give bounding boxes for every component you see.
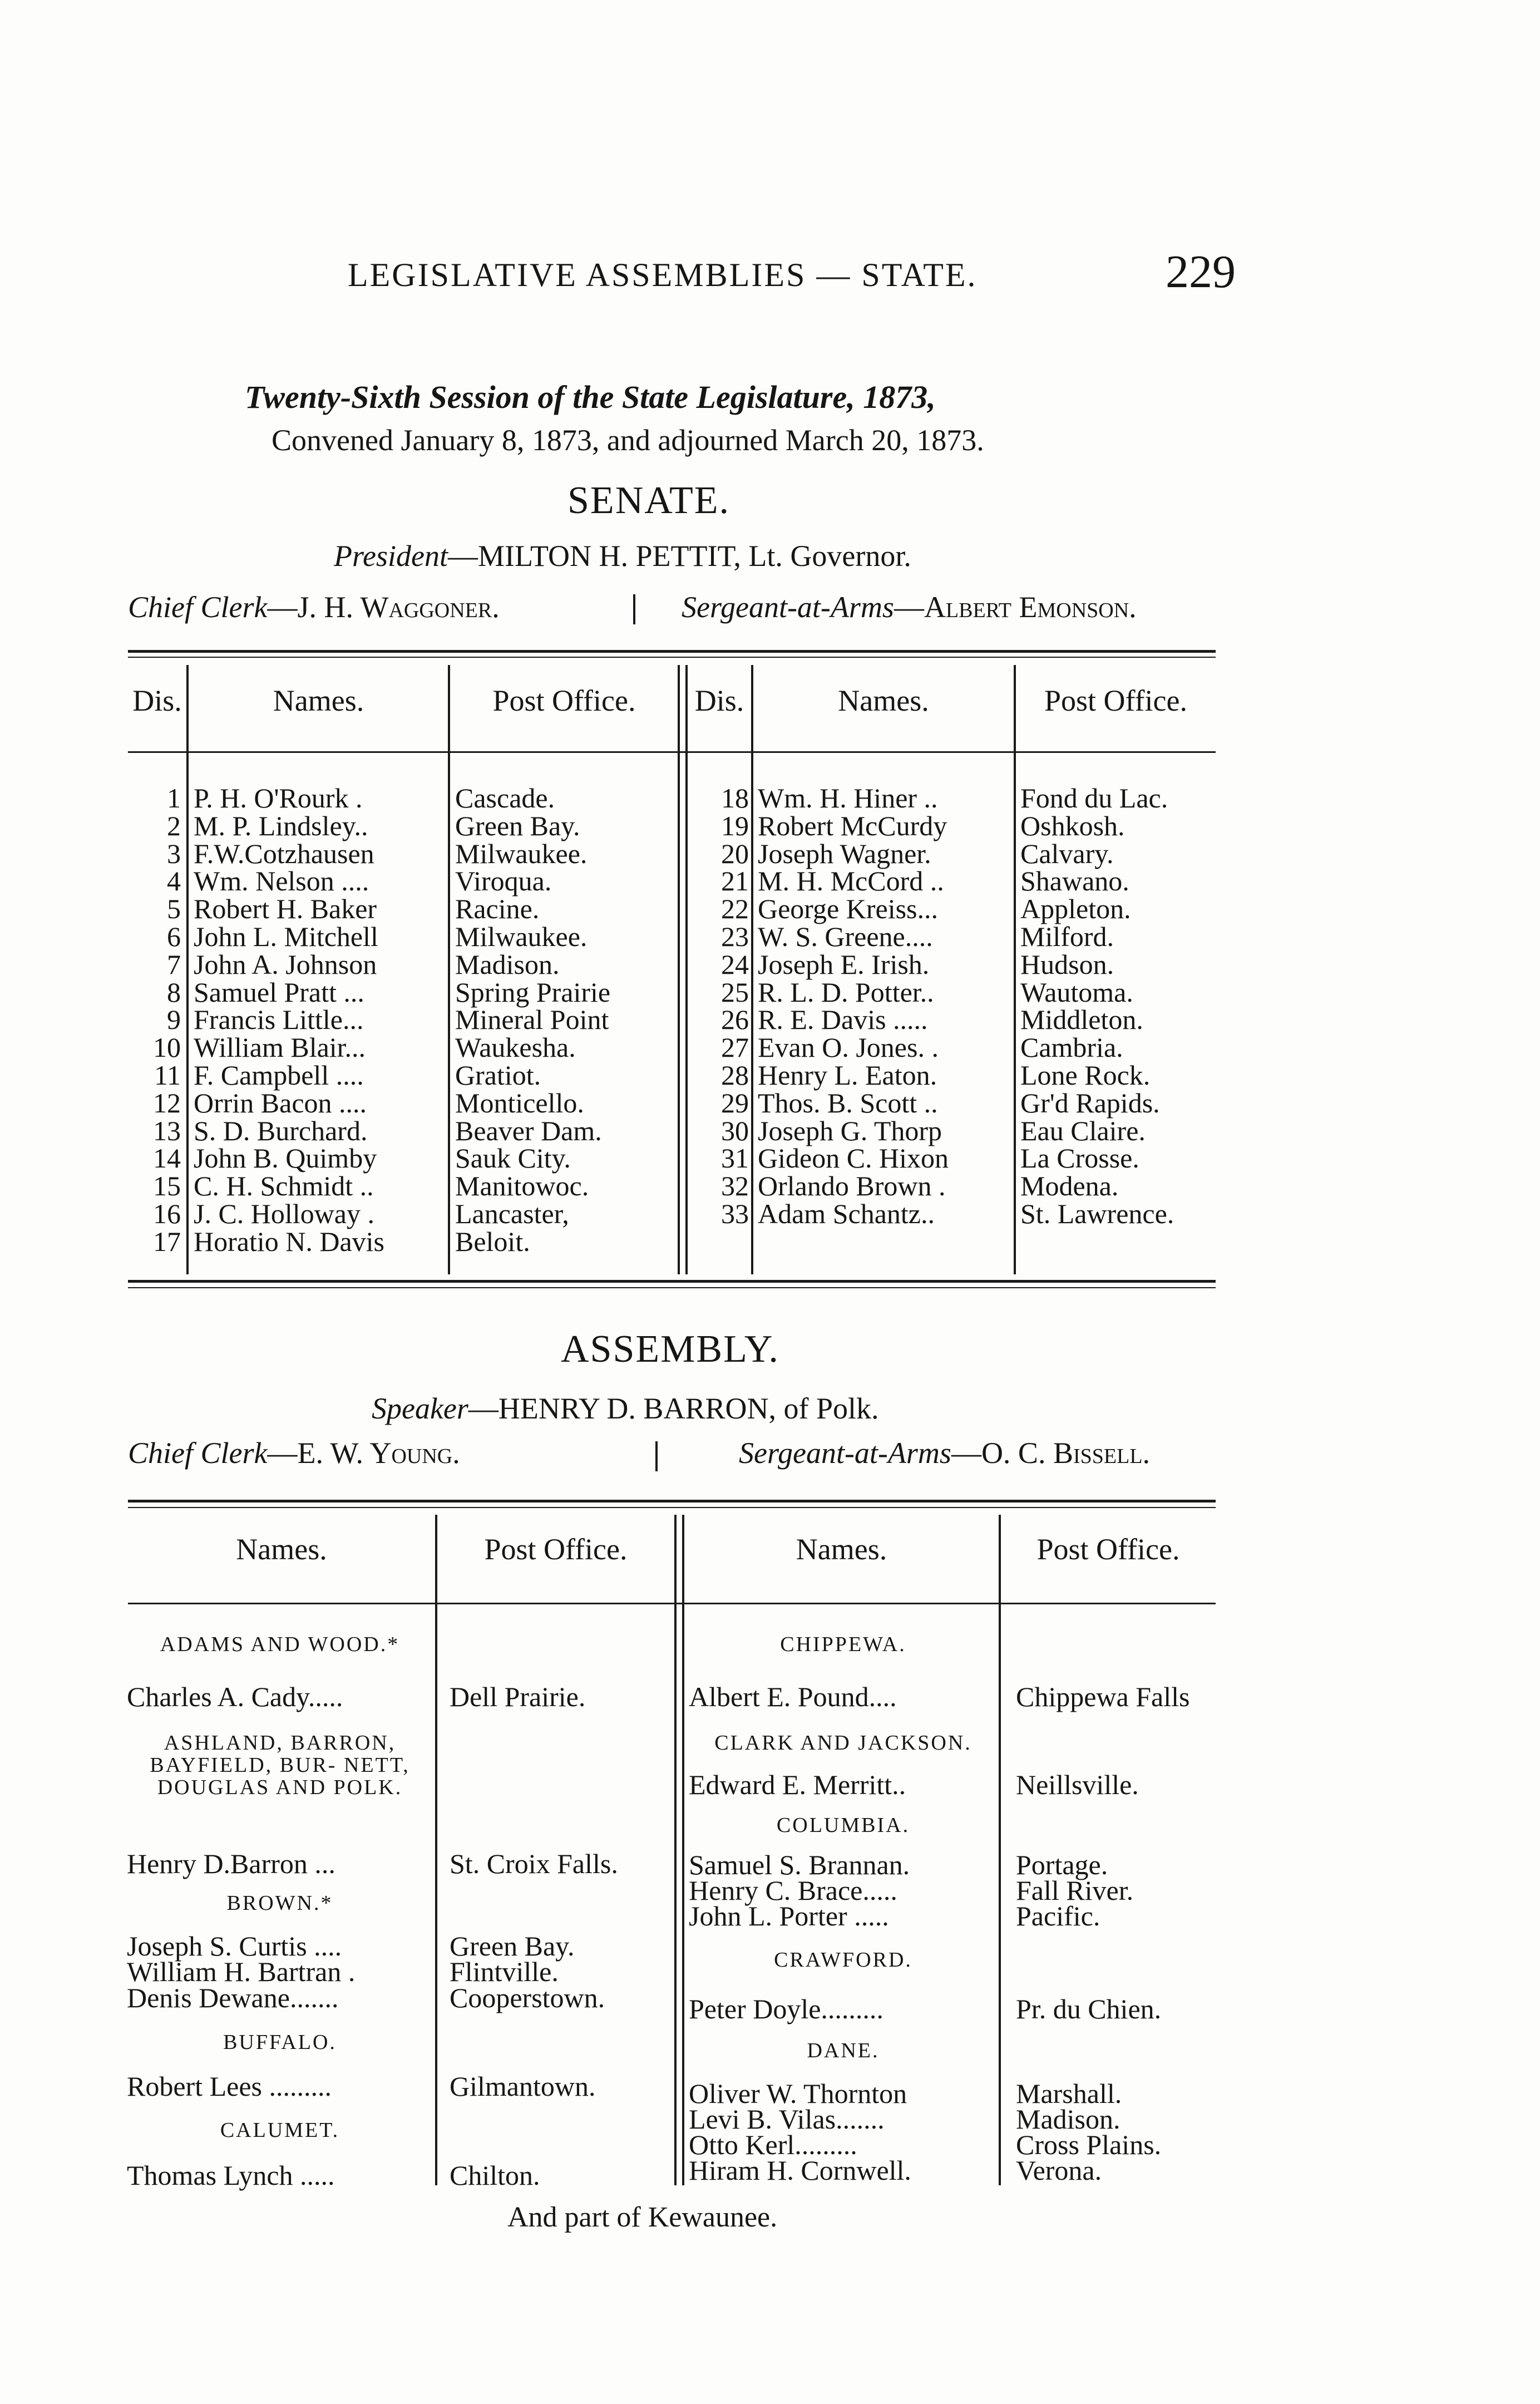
district-number: 16 [153, 1198, 181, 1229]
col-divider-double [678, 665, 680, 1274]
senator-name: Gideon C. Hixon [758, 1142, 949, 1174]
county-heading: BUFFALO. [223, 2031, 337, 2054]
table-bottom-rule [128, 1280, 1216, 1283]
chief-clerk-label: Chief Clerk [128, 1436, 268, 1470]
senator-name: F.W.Cotzhausen [194, 838, 374, 869]
district-number: 7 [167, 948, 181, 980]
chief-clerk-name: —E. W. Young. [267, 1436, 460, 1470]
post-office: Cascade. [455, 782, 555, 814]
officer-separator [655, 1441, 658, 1471]
post-office: Modena. [1020, 1170, 1119, 1202]
senator-name: M. P. Lindsley.. [194, 810, 368, 841]
col-header-dis: Dis. [694, 684, 744, 717]
senator-name: Horatio N. Davis [194, 1225, 384, 1257]
county-heading: ASHLAND, BARRON, BAYFIELD, BUR- NETT, DOUGLAS AND POLK. [150, 1731, 410, 1799]
senator-name: Adam Schantz.. [758, 1198, 935, 1229]
district-number: 29 [721, 1087, 749, 1119]
post-office: Waukesha. [455, 1032, 576, 1063]
senator-name: Henry L. Eaton. [758, 1060, 937, 1091]
post-office: St. Lawrence. [1020, 1198, 1174, 1229]
post-office: Green Bay. [450, 1930, 575, 1962]
post-office: Verona. [1016, 2155, 1102, 2186]
col-divider-double [674, 1515, 677, 2185]
session-title: Twenty-Sixth Session of the State Legislature, 1873, [245, 379, 936, 415]
sergeant-name: —Albert Emonson. [894, 590, 1137, 624]
post-office: Manitowoc. [455, 1170, 589, 1202]
district-number: 32 [721, 1170, 749, 1202]
district-number: 19 [721, 810, 749, 841]
post-office: Gilmantown. [450, 2071, 596, 2102]
district-number: 13 [153, 1115, 181, 1146]
district-number: 18 [721, 782, 749, 814]
post-office: Gratiot. [455, 1060, 541, 1091]
col-divider [435, 1515, 437, 2185]
senator-name: S. D. Burchard. [194, 1115, 368, 1146]
senator-name: Samuel Pratt ... [194, 976, 364, 1008]
senator-name: John A. Johnson [194, 948, 377, 980]
speaker-label: Speaker [372, 1392, 468, 1425]
post-office: St. Croix Falls. [450, 1848, 618, 1879]
post-office: Monticello. [455, 1087, 584, 1119]
assembly-speaker [372, 1391, 879, 1426]
president-label: President [334, 539, 448, 573]
senator-name: W. S. Greene.... [758, 921, 933, 952]
post-office: Mineral Point [455, 1004, 609, 1036]
post-office: Fall River. [1016, 1875, 1134, 1906]
member-name: Denis Dewane....... [127, 1982, 339, 2013]
county-heading: CLARK AND JACKSON. [714, 1731, 972, 1755]
district-number: 25 [721, 976, 749, 1008]
senator-name: Robert H. Baker [194, 893, 377, 925]
post-office: Wautoma. [1020, 976, 1133, 1008]
senator-name: Robert McCurdy [758, 810, 947, 841]
member-name: William H. Bartran . [127, 1956, 356, 1987]
member-name: Henry C. Brace..... [689, 1875, 897, 1906]
member-name: Otto Kerl......... [689, 2129, 857, 2160]
senator-name: R. E. Davis ..... [758, 1004, 928, 1036]
district-number: 3 [167, 838, 181, 869]
district-number: 9 [167, 1004, 181, 1036]
senator-name: J. C. Holloway . [194, 1198, 374, 1229]
post-office: Beloit. [455, 1225, 530, 1257]
senator-name: Joseph E. Irish. [758, 948, 930, 980]
post-office: Shawano. [1020, 865, 1129, 897]
district-number: 22 [721, 893, 749, 925]
post-office: Spring Prairie [455, 976, 611, 1008]
district-number: 20 [721, 838, 749, 869]
president-name: —MILTON H. PETTIT, Lt. Governor. [447, 539, 911, 573]
member-name: Levi B. Vilas....... [689, 2104, 885, 2135]
post-office: Milwaukee. [455, 921, 588, 952]
senator-name: Francis Little... [194, 1004, 364, 1036]
col-divider [999, 1515, 1001, 2185]
senator-name: R. L. D. Potter.. [758, 976, 934, 1008]
table-bottom-rule-thin [128, 1287, 1216, 1288]
district-number: 21 [721, 865, 749, 897]
post-office: Flintville. [450, 1956, 559, 1987]
post-office: Appleton. [1020, 893, 1131, 925]
county-heading: DANE. [807, 2039, 880, 2062]
member-name: Peter Doyle......... [689, 1993, 883, 2024]
post-office: Green Bay. [455, 810, 580, 841]
senator-name: Orrin Bacon .... [194, 1087, 367, 1119]
senator-name: Evan O. Jones. . [758, 1032, 939, 1063]
district-number: 33 [721, 1198, 749, 1229]
header-rule [128, 1603, 1216, 1604]
assembly-sergeant-at-arms [739, 1436, 1150, 1470]
member-name: Joseph S. Curtis .... [127, 1930, 342, 1962]
district-number: 11 [154, 1060, 181, 1091]
district-number: 6 [167, 921, 181, 952]
district-number: 2 [167, 810, 181, 841]
member-name: Robert Lees ......... [127, 2071, 332, 2102]
post-office: Sauk City. [455, 1142, 571, 1174]
col-header-names: Names. [796, 1533, 887, 1566]
post-office: Neillsville. [1016, 1769, 1139, 1800]
sergeant-label: Sergeant-at-Arms [682, 590, 894, 624]
senator-name: F. Campbell .... [194, 1060, 364, 1091]
sergeant-name: —O. C. Bissell. [951, 1436, 1151, 1470]
post-office: Calvary. [1020, 838, 1114, 869]
district-number: 26 [721, 1004, 749, 1036]
post-office: Oshkosh. [1020, 810, 1125, 841]
post-office: Cambria. [1020, 1032, 1123, 1063]
county-heading: COLUMBIA. [776, 1814, 910, 1837]
post-office: Beaver Dam. [455, 1115, 602, 1146]
district-number: 24 [721, 948, 749, 980]
district-number: 15 [153, 1170, 181, 1202]
running-header-title: LEGISLATIVE ASSEMBLIES — STATE. [348, 257, 978, 293]
table-top-rule [128, 1500, 1216, 1502]
district-number: 14 [153, 1142, 181, 1174]
senate-president [334, 539, 911, 573]
post-office: Portage. [1016, 1849, 1108, 1880]
assembly-heading: ASSEMBLY. [561, 1328, 779, 1371]
chief-clerk-name: —J. H. Waggoner. [267, 590, 500, 624]
col-header-dis: Dis. [132, 684, 182, 717]
speaker-name: —HENRY D. BARRON, of Polk. [468, 1392, 879, 1425]
senate-chief-clerk [128, 590, 500, 624]
post-office: Pacific. [1016, 1900, 1100, 1932]
senator-name: Thos. B. Scott .. [758, 1087, 938, 1119]
table-top-rule [128, 650, 1216, 653]
post-office: Dell Prairie. [450, 1681, 586, 1712]
member-name: Charles A. Cady..... [127, 1681, 343, 1712]
post-office: Middleton. [1020, 1004, 1143, 1036]
senator-name: C. H. Schmidt .. [194, 1170, 374, 1202]
post-office: Viroqua. [455, 865, 552, 897]
post-office: Cross Plains. [1016, 2129, 1162, 2160]
post-office: Milwaukee. [455, 838, 588, 869]
post-office: La Crosse. [1020, 1142, 1139, 1174]
post-office: Cooperstown. [450, 1982, 605, 2013]
member-name: Oliver W. Thornton [689, 2078, 907, 2109]
col-header-names: Names. [273, 684, 364, 717]
page-number: 229 [1166, 246, 1236, 298]
chief-clerk-label: Chief Clerk [128, 590, 268, 624]
senator-name: John L. Mitchell [194, 921, 378, 952]
senator-name: Wm. H. Hiner .. [758, 782, 938, 814]
district-number: 17 [153, 1225, 181, 1257]
col-header-post-office: Post Office. [1036, 1533, 1180, 1566]
post-office: Madison. [455, 948, 560, 980]
district-number: 12 [153, 1087, 181, 1119]
senate-heading: SENATE. [567, 479, 730, 522]
senator-name: Joseph Wagner. [758, 838, 931, 869]
member-name: Albert E. Pound.... [689, 1681, 897, 1712]
post-office: Chilton. [450, 2160, 540, 2191]
senator-name: Joseph G. Thorp [758, 1115, 942, 1146]
member-name: Hiram H. Cornwell. [689, 2155, 911, 2186]
post-office: Chippewa Falls [1016, 1681, 1190, 1712]
post-office: Hudson. [1020, 948, 1114, 980]
post-office: Eau Claire. [1020, 1115, 1146, 1146]
header-rule [128, 751, 1216, 753]
senator-name: P. H. O'Rourk . [194, 782, 363, 814]
table-top-rule-thin [128, 1507, 1216, 1508]
senator-name: George Kreiss... [758, 893, 938, 925]
district-number: 5 [167, 893, 181, 925]
district-number: 1 [167, 782, 181, 814]
district-number: 27 [721, 1032, 749, 1063]
col-header-names: Names. [838, 684, 929, 717]
post-office: Gr'd Rapids. [1020, 1087, 1160, 1119]
col-header-names: Names. [236, 1533, 327, 1566]
col-header-post-office: Post Office. [484, 1533, 628, 1566]
senator-name: M. H. McCord .. [758, 865, 944, 897]
post-office: Marshall. [1016, 2078, 1122, 2109]
member-name: John L. Porter ..... [689, 1900, 889, 1932]
district-number: 30 [721, 1115, 749, 1146]
post-office: Madison. [1016, 2104, 1121, 2135]
post-office: Lancaster, [455, 1198, 569, 1229]
county-heading: BROWN.* [226, 1891, 333, 1915]
col-header-post-office: Post Office. [492, 684, 636, 717]
col-header-post-office: Post Office. [1044, 684, 1187, 717]
district-number: 8 [167, 976, 181, 1008]
col-divider [751, 665, 753, 1274]
assembly-chief-clerk [128, 1436, 460, 1470]
senator-name: William Blair... [194, 1032, 366, 1063]
senator-name: Wm. Nelson .... [194, 865, 369, 897]
col-divider [448, 665, 450, 1274]
senator-name: John B. Quimby [194, 1142, 377, 1174]
member-name: Edward E. Merritt.. [689, 1769, 906, 1800]
assembly-footnote: And part of Kewaunee. [507, 2201, 778, 2233]
district-number: 23 [721, 921, 749, 952]
table-top-rule-thin [128, 657, 1216, 658]
senator-name: Orlando Brown . [758, 1170, 946, 1202]
county-heading: ADAMS AND WOOD.* [160, 1633, 400, 1656]
senate-sergeant-at-arms [682, 590, 1137, 624]
col-divider [1014, 665, 1016, 1274]
col-divider [186, 665, 189, 1274]
district-number: 31 [721, 1142, 749, 1174]
district-number: 4 [167, 865, 181, 897]
session-dates: Convened January 8, 1873, and adjourned March 20, 1873. [272, 423, 984, 457]
post-office: Fond du Lac. [1020, 782, 1168, 814]
post-office: Pr. du Chien. [1016, 1993, 1162, 2024]
post-office: Racine. [455, 893, 540, 925]
county-heading: CALUMET. [220, 2119, 340, 2142]
member-name: Henry D.Barron ... [127, 1848, 335, 1879]
district-number: 28 [721, 1060, 749, 1091]
sergeant-label: Sergeant-at-Arms [739, 1436, 951, 1470]
officer-separator [633, 594, 635, 624]
county-heading: CRAWFORD. [774, 1948, 912, 1972]
post-office: Milford. [1020, 921, 1114, 952]
post-office: Lone Rock. [1020, 1060, 1151, 1091]
county-heading: CHIPPEWA. [780, 1633, 906, 1656]
district-number: 10 [153, 1032, 181, 1063]
member-name: Samuel S. Brannan. [689, 1849, 910, 1880]
col-divider-double [682, 1515, 684, 2185]
member-name: Thomas Lynch ..... [127, 2160, 335, 2191]
